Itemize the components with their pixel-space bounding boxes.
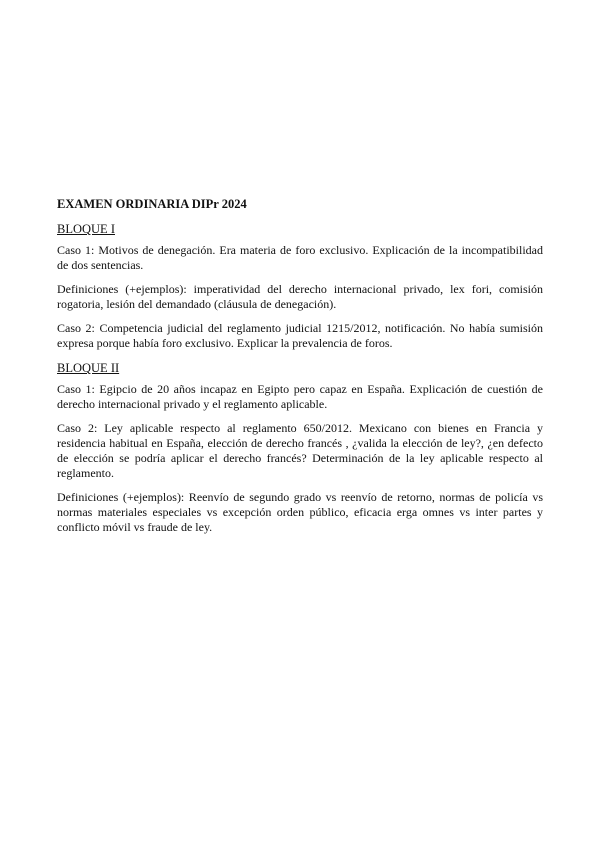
bloque2-caso1-paragraph: Caso 1: Egipcio de 20 años incapaz en Egipto pero capaz en España. Explicación de cuestión de derecho internacional privado y el reglamento aplicable. bbox=[57, 382, 543, 411]
bloque2-definiciones-paragraph: Definiciones (+ejemplos): Reenvío de segundo grado vs reenvío de retorno, normas de policía vs normas materiales especiales vs excepción orden público, eficacia erga omnes vs inter partes y conflicto móvil vs fraude de ley. bbox=[57, 490, 543, 534]
bloque2-caso2-paragraph: Caso 2: Ley aplicable respecto al reglamento 650/2012. Mexicano con bienes en Francia y residencia habitual en España, elección de derecho francés , ¿valida la elección de ley?, ¿en defecto de elección se podría aplicar el derecho francés? Determinación de la ley aplicable respecto al reglamento. bbox=[57, 421, 543, 480]
section-heading-bloque-1: BLOQUE I bbox=[57, 222, 115, 236]
bloque1-caso2-paragraph: Caso 2: Competencia judicial del reglamento judicial 1215/2012, notificación. No había sumisión expresa porque había foro exclusivo. Explicar la prevalencia de foros. bbox=[57, 321, 543, 350]
bloque1-caso1-paragraph: Caso 1: Motivos de denegación. Era materia de foro exclusivo. Explicación de la incompatibilidad de dos sentencias. bbox=[57, 243, 543, 272]
bloque1-definiciones-paragraph: Definiciones (+ejemplos): imperatividad del derecho internacional privado, lex fori, comisión rogatoria, lesión del demandado (cláusula de denegación). bbox=[57, 282, 543, 311]
document-page bbox=[57, 196, 543, 544]
document-title: EXAMEN ORDINARIA DIPr 2024 bbox=[57, 197, 247, 211]
section-heading-bloque-2: BLOQUE II bbox=[57, 361, 120, 375]
